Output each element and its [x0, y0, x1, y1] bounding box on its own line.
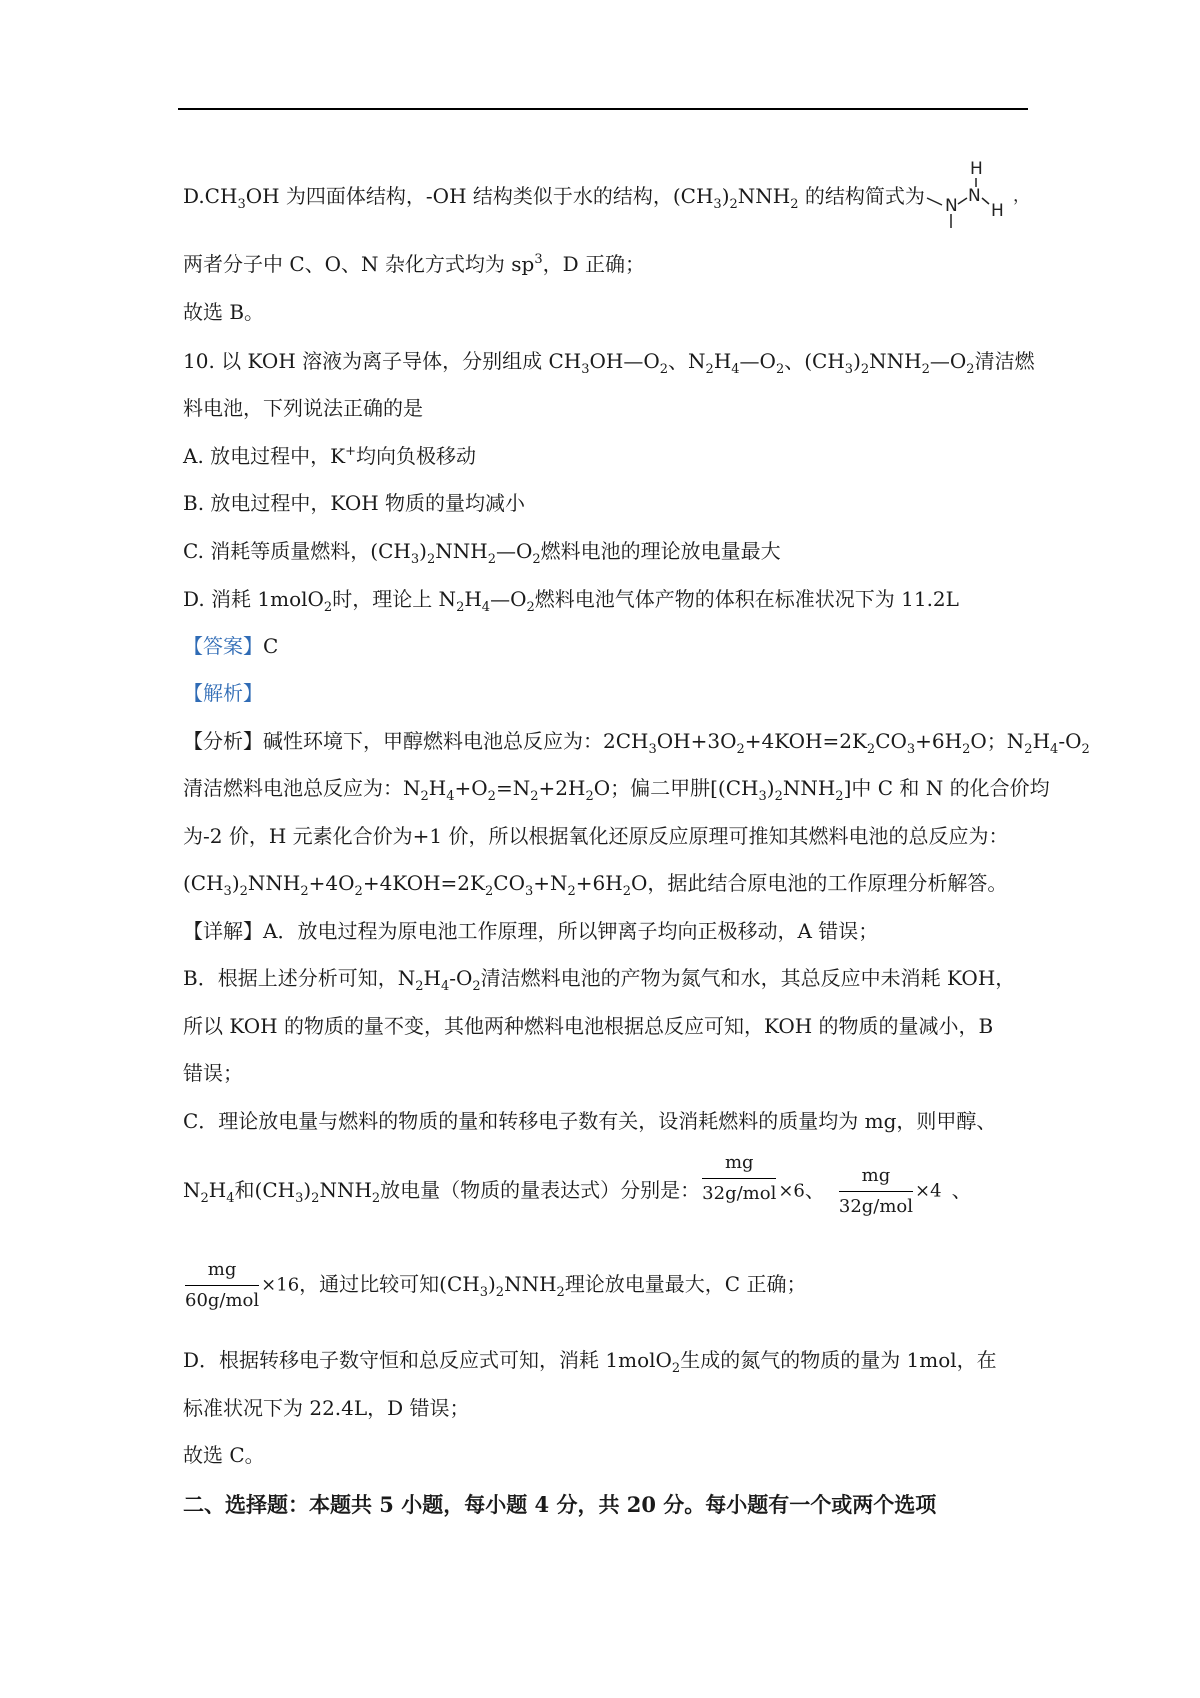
fenxi-line4: $(CH_3)_2NNH_2+4O_2+4KOH=2K_2CO_3+N_2+6H_2O$，据此结合原电池的工作原理分析解答。: [183, 871, 1008, 899]
q10-stem-line2: 料电池，下列说法正确的是: [183, 396, 423, 420]
struct-comma: ，: [1013, 186, 1030, 206]
answer-value: C: [263, 634, 279, 658]
xiangjie-b-line2: 所以 KOH 的物质的量不变，其他两种燃料电池根据总反应可知，KOH 的物质的量减小，B: [183, 1014, 994, 1038]
q10-option-c: C. 消耗等质量燃料，$(CH_3)_2NNH_2—O_2$燃料电池的理论放电量最大: [183, 539, 781, 567]
q10-option-b: B. 放电过程中，KOH 物质的量均减小: [183, 491, 526, 515]
choose-b: 故选 B。: [183, 300, 265, 324]
q10-option-d: D. 消耗 1molO$_2$时，理论上 $N_2H_4—O_2$燃料电池气体产物的体积在标准状况下为 11.2L: [183, 587, 959, 615]
xiangjie-c-line3: $\frac{mg}{\text{60g/mol}}$ ×16，通过比较可知$(CH_3)_2NNH_2$理论放电量最大，C 正确；: [183, 1257, 806, 1314]
xiangjie-d-line2: 标准状况下为 22.4L，D 错误；: [183, 1396, 470, 1420]
analysis-label: 【解析】: [183, 681, 263, 705]
section-2-heading: 二、选择题：本题共 5 小题，每小题 4 分，共 20 分。每小题有一个或两个选项: [183, 1492, 937, 1517]
fenxi-line2: 清洁燃料电池总反应为：$N_2H_4+O_2=N_2+2H_2O$；偏二甲肼$[(CH_3)_2NNH_2]$中 C 和 N 的化合价均: [183, 776, 1050, 804]
q10-option-a: A. 放电过程中，K+均向负极移动: [183, 444, 477, 468]
xiangjie-a: 【详解】A．放电过程为原电池工作原理，所以钾离子均向正极移动，A 错误；: [183, 919, 879, 943]
answer-label: 【答案】: [183, 634, 263, 658]
xiangjie-c-line2: $N_2H_4$和$(CH_3)_2NNH_2$放电量（物质的量表达式）分别是： $\frac{mg}{\text{32g/mol}}$ ×6、 $\frac{mg}{\text{32g/mol}}$ ×4 、: [183, 1163, 972, 1220]
xiangjie-b-line3: 错误；: [183, 1061, 243, 1085]
fenxi-line3: 为-2 价，H 元素化合价为+1 价，所以根据氧化还原反应原理可推知其燃料电池的总反应为：: [183, 824, 1009, 848]
option-d-line2: 两者分子中 C、O、N 杂化方式均为 $sp^3$，D 正确；: [183, 252, 646, 276]
answer-line: [183, 633, 278, 659]
struct-n-left: N: [945, 196, 958, 216]
fraction-methanol: $\frac{mg}{\text{32g/mol}}$: [702, 1152, 777, 1204]
option-d-text: $D.CH_3OH$ 为四面体结构，-OH 结构类似于水的结构，$(CH_3)_2NNH_2$ 的结构简式为: [183, 184, 925, 212]
q10-stem-line1: 10. 以 KOH 溶液为离子导体，分别组成 $CH_3OH—O_2$、$N_2H_4—O_2$、$(CH_3)_2NNH_2—O_2$清洁燃: [183, 349, 1035, 377]
fenxi-label: 【分析】: [183, 729, 263, 753]
fraction-dimethylhydrazine: $\frac{mg}{\text{60g/mol}}$: [185, 1259, 260, 1311]
xiangjie-label: 【详解】: [183, 919, 263, 943]
struct-h-top: H: [970, 159, 983, 179]
fraction-hydrazine: $\frac{mg}{\text{32g/mol}}$: [838, 1165, 914, 1217]
struct-n-right: N: [968, 186, 981, 206]
dimethylhydrazine-structure: [925, 156, 1030, 240]
fenxi-line1: 【分析】碱性环境下，甲醇燃料电池总反应为：$2CH_3OH+3O_2+4KOH=2K_2CO_3+6H_2O$；$N_2H_4-O_2$: [183, 729, 1090, 757]
struct-h-right: H: [991, 201, 1004, 221]
header-rule: [178, 108, 1028, 110]
xiangjie-d-line1: D．根据转移电子数守恒和总反应式可知，消耗 1molO$_2$生成的氮气的物质的量为 1mol，在: [183, 1348, 997, 1376]
xiangjie-c-line1: C．理论放电量与燃料的物质的量和转移电子数有关，设消耗燃料的质量均为 mg，则甲醇、: [183, 1109, 997, 1133]
xiangjie-b-line1: B．根据上述分析可知，$N_2H_4-O_2$清洁燃料电池的产物为氮气和水，其总反应中未消耗 KOH，: [183, 966, 1016, 994]
choose-c: 故选 C。: [183, 1443, 265, 1467]
